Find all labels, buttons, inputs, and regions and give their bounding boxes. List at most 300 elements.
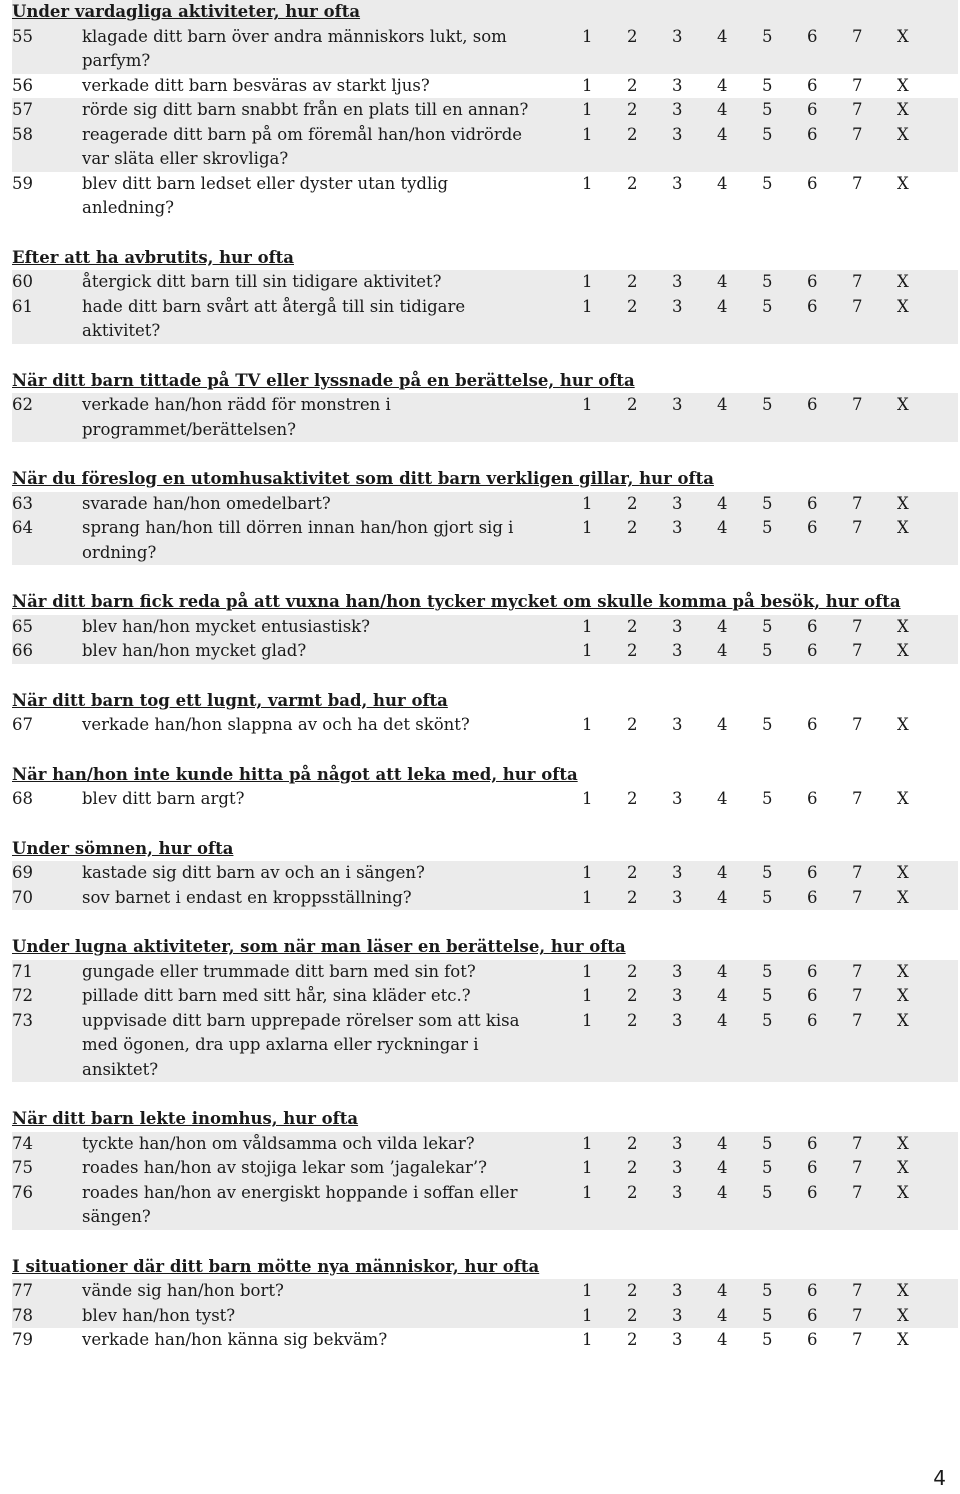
rating-option[interactable]: 2 [627, 100, 638, 119]
question-row [12, 1279, 958, 1304]
question-text [38, 1132, 582, 1157]
rating-option[interactable]: 4 [717, 986, 728, 1005]
rating-scale [582, 98, 942, 123]
question-row [12, 1328, 958, 1353]
rating-option[interactable]: 3 [672, 986, 683, 1005]
question-number: 74 [12, 1133, 33, 1153]
rating-option[interactable]: 2 [627, 641, 638, 660]
question-text [38, 1279, 582, 1304]
rating-option[interactable]: 2 [627, 518, 638, 537]
rating-option[interactable]: 6 [807, 173, 818, 193]
rating-option[interactable]: 5 [762, 1133, 773, 1153]
rating-option[interactable]: X [897, 1010, 909, 1030]
rating-option[interactable]: 5 [762, 173, 773, 193]
rating-option[interactable]: 3 [672, 863, 683, 882]
rating-option[interactable]: 5 [762, 296, 773, 316]
question-line: roades han/hon av energiskt hoppande i soffan eller [82, 1182, 518, 1202]
section-heading: Under sömnen, hur ofta [12, 838, 234, 858]
rating-scale [582, 1009, 942, 1034]
question-line: reagerade ditt barn på om föremål han/hon vidrörde [82, 124, 523, 144]
question-line: sprang han/hon till dörren innan han/hon gjort sig i [82, 518, 514, 537]
rating-option[interactable]: 6 [807, 961, 818, 981]
rating-option[interactable]: 3 [672, 518, 683, 537]
rating-option[interactable]: X [897, 1281, 909, 1300]
rating-option[interactable]: 4 [717, 863, 728, 882]
rating-option[interactable]: 2 [627, 1182, 638, 1202]
question-number: 58 [12, 124, 33, 144]
question-line: sängen? [82, 1207, 151, 1226]
question-row [12, 492, 958, 517]
rating-scale [582, 787, 942, 812]
question-number: 57 [12, 100, 33, 119]
rating-option[interactable]: 1 [582, 715, 593, 734]
section-heading: I situationer där ditt barn mötte nya människor, hur ofta [12, 1256, 540, 1276]
rating-option[interactable]: 7 [852, 395, 863, 414]
rating-scale [582, 492, 942, 517]
question-text [38, 615, 582, 640]
rating-scale [582, 1156, 942, 1181]
rating-option[interactable]: 1 [582, 887, 593, 907]
rating-option[interactable]: 7 [852, 493, 863, 513]
rating-option[interactable]: 4 [717, 173, 728, 193]
question-line: klagade ditt barn över andra människors lukt, som [82, 26, 507, 46]
rating-option[interactable]: X [897, 395, 909, 414]
rating-option[interactable]: 3 [672, 395, 683, 414]
rating-option[interactable]: 7 [852, 272, 863, 291]
rating-option[interactable]: 7 [852, 789, 863, 808]
rating-option[interactable]: 1 [582, 493, 593, 513]
rating-option[interactable]: 5 [762, 1158, 773, 1177]
question-line: programmet/berättelsen? [82, 419, 296, 439]
rating-scale [582, 270, 942, 295]
rating-option[interactable]: 3 [672, 641, 683, 660]
rating-option[interactable]: 4 [717, 75, 728, 95]
rating-option[interactable]: 3 [672, 100, 683, 119]
rating-scale [582, 1328, 942, 1353]
rating-option[interactable]: 4 [717, 100, 728, 119]
question-section [12, 0, 958, 221]
rating-option[interactable]: 2 [627, 789, 638, 808]
question-text [38, 960, 582, 985]
rating-option[interactable]: 4 [717, 518, 728, 537]
rating-option[interactable]: 6 [807, 1305, 818, 1325]
rating-option[interactable]: 3 [672, 75, 683, 95]
rating-option[interactable]: 6 [807, 1182, 818, 1202]
rating-option[interactable]: 3 [672, 1182, 683, 1202]
section-heading: När ditt barn lekte inomhus, hur ofta [12, 1109, 359, 1128]
question-text [38, 713, 582, 738]
rating-option[interactable]: 4 [717, 395, 728, 414]
rating-option[interactable]: 1 [582, 1010, 593, 1030]
question-row [12, 615, 958, 640]
rating-option[interactable]: 1 [582, 616, 593, 636]
rating-option[interactable]: 6 [807, 124, 818, 144]
rating-option[interactable]: 3 [672, 887, 683, 907]
rating-option[interactable]: 1 [582, 1281, 593, 1300]
rating-option[interactable]: 3 [672, 1305, 683, 1325]
question-line: aktivitet? [82, 321, 161, 340]
question-row [12, 713, 958, 738]
rating-option[interactable]: X [897, 887, 909, 907]
rating-option[interactable]: 2 [627, 986, 638, 1005]
rating-scale [582, 984, 942, 1009]
rating-option[interactable]: 4 [717, 1010, 728, 1030]
question-text [38, 393, 582, 442]
question-row [12, 1132, 958, 1157]
rating-option[interactable]: X [897, 616, 909, 636]
rating-option[interactable]: 6 [807, 986, 818, 1005]
rating-option[interactable]: X [897, 1158, 909, 1177]
rating-option[interactable]: 7 [852, 641, 863, 660]
rating-option[interactable]: 6 [807, 395, 818, 414]
section-heading: När du föreslog en utomhusaktivitet som ditt barn verkligen gillar, hur ofta [12, 469, 714, 488]
question-text [38, 516, 582, 565]
rating-option[interactable]: X [897, 272, 909, 291]
rating-option[interactable]: 2 [627, 1158, 638, 1177]
rating-option[interactable]: 2 [627, 1010, 638, 1030]
rating-option[interactable]: 6 [807, 493, 818, 513]
rating-option[interactable]: X [897, 986, 909, 1005]
rating-option[interactable]: 3 [672, 1158, 683, 1177]
rating-option[interactable]: 3 [672, 1133, 683, 1153]
rating-option[interactable]: 7 [852, 887, 863, 907]
rating-option[interactable]: X [897, 1133, 909, 1153]
rating-option[interactable]: 7 [852, 1330, 863, 1349]
question-number: 62 [12, 395, 33, 414]
question-number: 79 [12, 1330, 33, 1349]
rating-option[interactable]: 4 [717, 1330, 728, 1349]
rating-option[interactable]: 1 [582, 863, 593, 882]
rating-option[interactable]: X [897, 1330, 909, 1349]
rating-option[interactable]: 4 [717, 493, 728, 513]
question-section [12, 1255, 958, 1353]
rating-option[interactable]: 7 [852, 75, 863, 95]
rating-option[interactable]: 2 [627, 493, 638, 513]
question-number: 72 [12, 986, 33, 1005]
rating-option[interactable]: X [897, 296, 909, 316]
question-line: verkade han/hon slappna av och ha det skönt? [82, 715, 470, 734]
question-text [38, 492, 582, 517]
question-line: verkade ditt barn besväras av starkt ljus? [82, 75, 430, 95]
question-line: tyckte han/hon om våldsamma och vilda lekar? [82, 1133, 475, 1153]
rating-option[interactable]: 1 [582, 26, 593, 46]
rating-option[interactable]: 1 [582, 272, 593, 291]
question-number: 73 [12, 1010, 33, 1030]
rating-option[interactable]: 5 [762, 1182, 773, 1202]
rating-option[interactable]: 2 [627, 1133, 638, 1153]
question-row [12, 295, 958, 344]
question-number: 56 [12, 75, 33, 95]
rating-option[interactable]: 7 [852, 1305, 863, 1325]
rating-option[interactable]: 3 [672, 1330, 683, 1349]
rating-option[interactable]: 2 [627, 124, 638, 144]
rating-option[interactable]: 6 [807, 863, 818, 882]
question-text [38, 1181, 582, 1230]
rating-option[interactable]: 7 [852, 173, 863, 193]
rating-option[interactable]: 3 [672, 124, 683, 144]
rating-option[interactable]: 5 [762, 715, 773, 734]
rating-option[interactable]: 4 [717, 26, 728, 46]
rating-option[interactable]: X [897, 1182, 909, 1202]
question-text [38, 74, 582, 99]
question-row [12, 787, 958, 812]
rating-option[interactable]: 6 [807, 26, 818, 46]
rating-option[interactable]: 4 [717, 641, 728, 660]
rating-scale [582, 295, 942, 320]
question-number: 71 [12, 961, 33, 981]
question-row [12, 1181, 958, 1230]
rating-scale [582, 639, 942, 664]
rating-option[interactable]: 3 [672, 493, 683, 513]
rating-option[interactable]: 4 [717, 616, 728, 636]
rating-option[interactable]: 3 [672, 1281, 683, 1300]
rating-option[interactable]: 1 [582, 395, 593, 414]
question-text [38, 639, 582, 664]
rating-option[interactable]: 5 [762, 518, 773, 537]
rating-option[interactable]: 1 [582, 1158, 593, 1177]
rating-option[interactable]: 7 [852, 1281, 863, 1300]
rating-option[interactable]: X [897, 518, 909, 537]
question-row [12, 25, 958, 74]
question-line: pillade ditt barn med sitt hår, sina kläder etc.? [82, 986, 471, 1005]
rating-option[interactable]: 3 [672, 272, 683, 291]
rating-option[interactable]: 4 [717, 1281, 728, 1300]
rating-option[interactable]: 4 [717, 296, 728, 316]
rating-option[interactable]: 2 [627, 395, 638, 414]
question-number: 78 [12, 1305, 33, 1325]
rating-option[interactable]: 7 [852, 1182, 863, 1202]
rating-scale [582, 960, 942, 985]
rating-option[interactable]: 1 [582, 296, 593, 316]
rating-option[interactable]: 2 [627, 173, 638, 193]
rating-option[interactable]: 4 [717, 1158, 728, 1177]
rating-option[interactable]: 1 [582, 518, 593, 537]
rating-option[interactable]: 6 [807, 887, 818, 907]
question-number: 75 [12, 1158, 33, 1177]
rating-option[interactable]: 3 [672, 715, 683, 734]
rating-option[interactable]: 7 [852, 961, 863, 981]
rating-scale [582, 1279, 942, 1304]
question-row [12, 393, 958, 442]
rating-option[interactable]: 7 [852, 26, 863, 46]
rating-option[interactable]: 5 [762, 26, 773, 46]
rating-option[interactable]: 7 [852, 124, 863, 144]
question-text [38, 98, 582, 123]
rating-option[interactable]: 5 [762, 124, 773, 144]
rating-option[interactable]: 5 [762, 395, 773, 414]
rating-scale [582, 615, 942, 640]
rating-option[interactable]: 1 [582, 986, 593, 1005]
rating-option[interactable]: 1 [582, 1330, 593, 1349]
rating-option[interactable]: 7 [852, 986, 863, 1005]
rating-option[interactable]: 6 [807, 1010, 818, 1030]
rating-option[interactable]: 6 [807, 518, 818, 537]
question-number: 76 [12, 1182, 33, 1202]
question-number: 55 [12, 26, 33, 46]
rating-option[interactable]: 2 [627, 1305, 638, 1325]
rating-scale [582, 123, 942, 148]
rating-option[interactable]: X [897, 493, 909, 513]
rating-option[interactable]: X [897, 789, 909, 808]
rating-option[interactable]: 3 [672, 789, 683, 808]
rating-option[interactable]: 1 [582, 641, 593, 660]
rating-scale [582, 1181, 942, 1206]
rating-option[interactable]: 3 [672, 616, 683, 636]
rating-option[interactable]: 2 [627, 272, 638, 291]
rating-option[interactable]: 1 [582, 789, 593, 808]
rating-option[interactable]: X [897, 75, 909, 95]
rating-option[interactable]: 2 [627, 1281, 638, 1300]
question-number: 64 [12, 518, 33, 537]
rating-option[interactable]: 4 [717, 1182, 728, 1202]
rating-option[interactable]: 5 [762, 493, 773, 513]
rating-option[interactable]: X [897, 100, 909, 119]
rating-option[interactable]: 2 [627, 715, 638, 734]
question-row [12, 172, 958, 221]
rating-option[interactable]: 7 [852, 296, 863, 316]
question-line: ordning? [82, 542, 157, 562]
rating-option[interactable]: 5 [762, 1330, 773, 1349]
rating-option[interactable]: X [897, 715, 909, 734]
rating-option[interactable]: 2 [627, 863, 638, 882]
rating-option[interactable]: 5 [762, 986, 773, 1005]
rating-option[interactable]: 6 [807, 715, 818, 734]
rating-option[interactable]: 2 [627, 887, 638, 907]
rating-option[interactable]: 4 [717, 887, 728, 907]
rating-option[interactable]: 2 [627, 75, 638, 95]
question-line: blev ditt barn ledset eller dyster utan tydlig [82, 173, 449, 193]
rating-option[interactable]: 7 [852, 1010, 863, 1030]
rating-option[interactable]: 1 [582, 75, 593, 95]
section-heading: Efter att ha avbrutits, hur ofta [12, 247, 294, 267]
question-number: 60 [12, 272, 33, 291]
question-line: kastade sig ditt barn av och an i sängen? [82, 863, 425, 882]
rating-option[interactable]: 2 [627, 616, 638, 636]
rating-option[interactable]: X [897, 863, 909, 882]
rating-option[interactable]: 6 [807, 1133, 818, 1153]
rating-option[interactable]: 1 [582, 1133, 593, 1153]
rating-option[interactable]: 7 [852, 518, 863, 537]
rating-option[interactable]: 5 [762, 961, 773, 981]
rating-option[interactable]: 5 [762, 616, 773, 636]
question-number: 59 [12, 173, 33, 193]
rating-option[interactable]: X [897, 124, 909, 144]
rating-option[interactable]: 7 [852, 1133, 863, 1153]
section-spacer [12, 344, 958, 369]
question-line: verkade han/hon rädd för monstren i [82, 395, 391, 414]
rating-option[interactable]: 6 [807, 100, 818, 119]
rating-option[interactable]: 6 [807, 616, 818, 636]
rating-option[interactable]: 1 [582, 100, 593, 119]
question-row [12, 886, 958, 911]
question-section [12, 467, 958, 565]
question-line: med ögonen, dra upp axlarna eller ryckningar i [82, 1035, 479, 1054]
question-text [38, 25, 582, 74]
rating-option[interactable]: 3 [672, 1010, 683, 1030]
rating-option[interactable]: 5 [762, 641, 773, 660]
question-section [12, 837, 958, 911]
section-spacer [12, 812, 958, 837]
rating-option[interactable]: 7 [852, 1158, 863, 1177]
rating-option[interactable]: 5 [762, 789, 773, 808]
rating-option[interactable]: 3 [672, 296, 683, 316]
rating-option[interactable]: 5 [762, 1305, 773, 1325]
rating-option[interactable]: 2 [627, 961, 638, 981]
rating-option[interactable]: 1 [582, 124, 593, 144]
rating-option[interactable]: 1 [582, 961, 593, 981]
rating-option[interactable]: 6 [807, 75, 818, 95]
section-heading: När ditt barn tittade på TV eller lyssnade på en berättelse, hur ofta [12, 370, 635, 390]
section-spacer [12, 1230, 958, 1255]
rating-option[interactable]: 6 [807, 296, 818, 316]
question-number: 63 [12, 493, 33, 513]
rating-option[interactable]: X [897, 1305, 909, 1325]
rating-option[interactable]: 1 [582, 173, 593, 193]
rating-option[interactable]: 5 [762, 863, 773, 882]
rating-option[interactable]: 6 [807, 272, 818, 291]
rating-option[interactable]: 3 [672, 26, 683, 46]
rating-option[interactable]: 4 [717, 1305, 728, 1325]
rating-option[interactable]: X [897, 641, 909, 660]
rating-option[interactable]: X [897, 26, 909, 46]
rating-option[interactable]: 4 [717, 715, 728, 734]
question-line: verkade han/hon känna sig bekväm? [82, 1330, 388, 1349]
question-text [38, 123, 582, 172]
question-number: 70 [12, 887, 33, 907]
rating-option[interactable]: 4 [717, 272, 728, 291]
rating-option[interactable]: 4 [717, 789, 728, 808]
rating-option[interactable]: 4 [717, 1133, 728, 1153]
rating-option[interactable]: 2 [627, 1330, 638, 1349]
rating-option[interactable]: 5 [762, 75, 773, 95]
question-row [12, 516, 958, 565]
rating-option[interactable]: 7 [852, 715, 863, 734]
question-section [12, 369, 958, 443]
rating-option[interactable]: X [897, 173, 909, 193]
section-heading: Under lugna aktiviteter, som när man läser en berättelse, hur ofta [12, 937, 626, 956]
section-spacer [12, 910, 958, 935]
rating-option[interactable]: X [897, 961, 909, 981]
rating-scale [582, 886, 942, 911]
rating-option[interactable]: 2 [627, 26, 638, 46]
question-line: vände sig han/hon bort? [82, 1281, 284, 1300]
question-text [38, 861, 582, 886]
question-line: hade ditt barn svårt att återgå till sin tidigare [82, 296, 466, 316]
section-spacer [12, 1082, 958, 1107]
rating-option[interactable]: 2 [627, 296, 638, 316]
rating-option[interactable]: 6 [807, 1281, 818, 1300]
rating-option[interactable]: 7 [852, 616, 863, 636]
rating-option[interactable]: 6 [807, 789, 818, 808]
rating-option[interactable]: 7 [852, 863, 863, 882]
rating-option[interactable]: 3 [672, 173, 683, 193]
rating-option[interactable]: 5 [762, 100, 773, 119]
rating-scale [582, 713, 942, 738]
rating-option[interactable]: 1 [582, 1305, 593, 1325]
rating-option[interactable]: 4 [717, 961, 728, 981]
rating-option[interactable]: 6 [807, 1158, 818, 1177]
rating-option[interactable]: 7 [852, 100, 863, 119]
rating-option[interactable]: 5 [762, 1281, 773, 1300]
rating-option[interactable]: 5 [762, 887, 773, 907]
rating-option[interactable]: 4 [717, 124, 728, 144]
rating-option[interactable]: 5 [762, 272, 773, 291]
rating-option[interactable]: 6 [807, 1330, 818, 1349]
rating-option[interactable]: 6 [807, 641, 818, 660]
rating-option[interactable]: 5 [762, 1010, 773, 1030]
rating-option[interactable]: 3 [672, 961, 683, 981]
rating-option[interactable]: 1 [582, 1182, 593, 1202]
